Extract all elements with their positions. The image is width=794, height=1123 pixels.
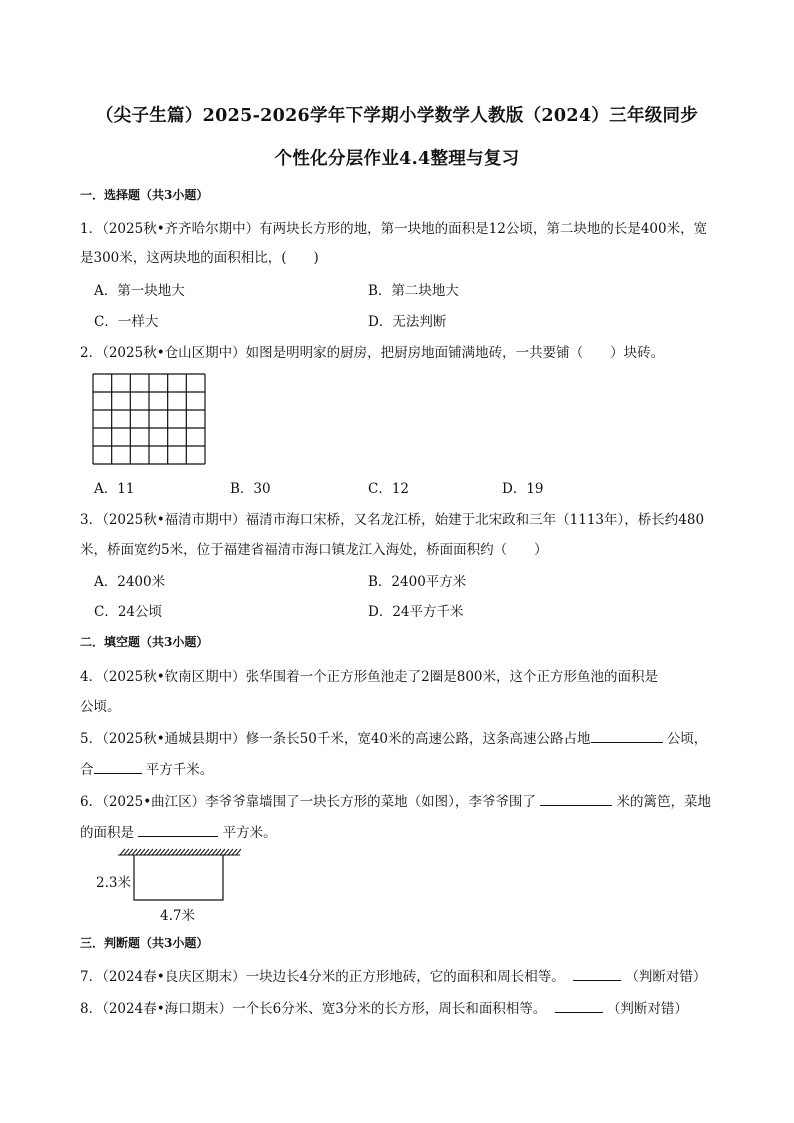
- question-6-line-1: [80, 790, 720, 810]
- plot-width-label: 2.3米: [96, 875, 131, 891]
- question-6-text-a: 6．（2025•曲江区）李爷爷靠墙围了一块长方形的菜地（如图），李爷爷围了: [80, 794, 536, 810]
- question-2-option-d[interactable]: D．19: [502, 481, 544, 497]
- question-5-blank-sq-km[interactable]: [94, 759, 142, 774]
- kitchen-tile-grid: [92, 373, 206, 465]
- question-6-text-b: 米的篱笆，菜地: [616, 794, 712, 810]
- vegetable-plot-figure: [114, 846, 244, 904]
- question-7-text: 7．（2024春•良庆区期末）一块边长4分米的正方形地砖，它的面积和周长相等。: [80, 969, 565, 985]
- question-1-option-c[interactable]: C．一样大: [94, 314, 159, 330]
- plot-length-label: 4.7米: [160, 908, 195, 924]
- question-7-blank[interactable]: [573, 966, 621, 981]
- question-5-line-2: [80, 758, 720, 778]
- question-6-text-d: 平方米。: [222, 825, 277, 841]
- question-1-option-d[interactable]: D．无法判断: [368, 314, 447, 330]
- question-5-text-b: 公顷，: [666, 731, 708, 747]
- question-7-tail: （判断对错）: [625, 969, 707, 985]
- section-choice-heading: 一．选择题（共3小题）: [80, 188, 209, 202]
- question-5-line-1: [80, 727, 720, 747]
- question-8-line: [80, 997, 720, 1017]
- question-1-line-1: 1．（2025秋•齐齐哈尔期中）有两块长方形的地，第一块地的面积是12公顷，第二块地的长是400米，宽: [80, 221, 708, 237]
- question-6-line-2: [80, 821, 720, 841]
- question-1-option-b[interactable]: B．第二块地大: [368, 283, 459, 299]
- question-3-option-b[interactable]: B．2400平方米: [368, 574, 467, 590]
- question-5-text-c: 合: [80, 762, 94, 778]
- section-judge-heading: 三．判断题（共3小题）: [80, 936, 209, 950]
- question-5-text-a: 5．（2025秋•通城县期中）修一条长50千米，宽40米的高速公路，这条高速公路占地: [80, 731, 591, 747]
- question-8-text: 8．（2024春•海口期末）一个长6分米、宽3分米的长方形，周长和面积相等。: [80, 1001, 547, 1017]
- question-3-line-1: 3．（2025秋•福清市期中）福清市海口宋桥，又名龙江桥，始建于北宋政和三年（1113年），桥长约480: [80, 512, 705, 528]
- question-4-line-2: 公顷。: [80, 699, 121, 715]
- question-2-option-b[interactable]: B．30: [230, 481, 271, 497]
- title-line-1: （尖子生篇）2025-2026学年下学期小学数学人教版（2024）三年级同步: [95, 106, 699, 126]
- wall-hatching: [118, 849, 241, 855]
- question-3-line-2: 米，桥面宽约5米，位于福建省福清市海口镇龙江入海处，桥面面积约（ ）: [80, 542, 548, 558]
- question-3-option-c[interactable]: C．24公顷: [94, 604, 163, 620]
- question-8-blank[interactable]: [555, 998, 603, 1013]
- question-6-text-c: 的面积是: [80, 825, 134, 841]
- question-6-blank-fence[interactable]: [540, 791, 612, 806]
- question-2-option-c[interactable]: C．12: [368, 481, 410, 497]
- question-3-option-d[interactable]: D．24平方千米: [368, 604, 464, 620]
- question-1-option-a[interactable]: A．第一块地大: [94, 283, 185, 299]
- plot-fence-outline: [134, 855, 223, 900]
- title-line-2: 个性化分层作业4.4整理与复习: [274, 149, 520, 169]
- question-1-line-2: 是300米，这两块地的面积相比，( ): [80, 250, 319, 266]
- section-fill-heading: 二．填空题（共3小题）: [80, 635, 209, 649]
- question-7-line: [80, 965, 720, 985]
- question-2-option-a[interactable]: A．11: [94, 481, 135, 497]
- question-6-blank-area[interactable]: [138, 822, 218, 837]
- question-5-blank-hectares[interactable]: [591, 728, 663, 743]
- question-4-line-1: 4．（2025秋•钦南区期中）张华围着一个正方形鱼池走了2圈是800米，这个正方形鱼池的面积是: [80, 669, 659, 685]
- question-5-text-d: 平方千米。: [145, 762, 214, 778]
- question-3-option-a[interactable]: A．2400米: [94, 574, 166, 590]
- question-2-line-1: 2．（2025秋•仓山区期中）如图是明明家的厨房，把厨房地面铺满地砖，一共要铺（ ）块砖。: [80, 345, 665, 361]
- question-8-tail: （判断对错）: [606, 1001, 688, 1017]
